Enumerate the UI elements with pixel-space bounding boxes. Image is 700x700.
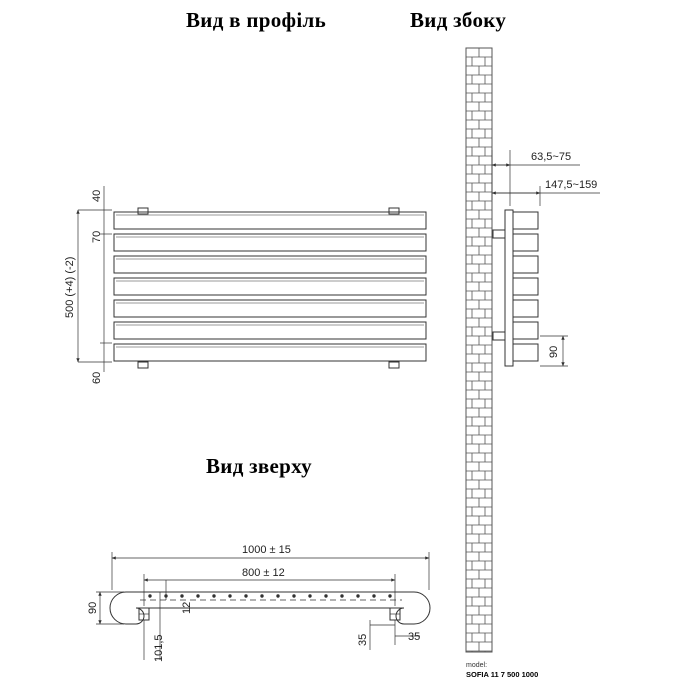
dim-pipe-spacing-b: 35 <box>408 631 421 643</box>
tube-cross-section <box>513 322 538 339</box>
brick-wall <box>466 48 492 652</box>
title-profile-view: Вид в профіль <box>186 8 326 32</box>
dim-total-height: 500 (+4) (-2) <box>64 256 76 318</box>
tube-end-dot <box>293 595 295 597</box>
tube-end-dot <box>197 595 199 597</box>
dim-pipe-spacing-a: 35 <box>357 633 369 646</box>
tube-end-dot <box>245 595 247 597</box>
dim-offset: 101,5 <box>153 634 165 662</box>
radiator-tube <box>114 344 426 361</box>
tube-cross-section <box>513 278 538 295</box>
model-name: SOFIA 11 7 500 1000 <box>466 670 539 679</box>
wall-bracket-top <box>493 230 505 238</box>
dim-center-distance: 800 ± 12 <box>242 567 285 579</box>
radiator-tube <box>114 234 426 251</box>
dim-tube-height: 70 <box>91 230 103 243</box>
tube-cross-section <box>513 256 538 273</box>
title-side-view: Вид збоку <box>410 8 507 32</box>
model-label: model: <box>466 662 488 669</box>
radiator-tubes <box>114 212 426 361</box>
tube-end-dot <box>181 595 183 597</box>
tube-cross-section <box>513 300 538 317</box>
bracket-bottom-left <box>138 362 148 368</box>
tube-end-dot <box>261 595 263 597</box>
side-view <box>466 48 600 652</box>
bracket-top-right <box>389 208 399 214</box>
tube-end-dot <box>309 595 311 597</box>
tube-cross-section <box>513 234 538 251</box>
bracket-bottom-right <box>389 362 399 368</box>
radiator-tube <box>114 256 426 273</box>
radiator-tube <box>114 322 426 339</box>
tube-end-dot <box>229 595 231 597</box>
tube-end-dot <box>149 595 151 597</box>
tube-end-dot <box>389 595 391 597</box>
dim-wall-distance: 63,5~75 <box>531 151 572 163</box>
profile-dimensions <box>64 190 103 384</box>
dim-gap: 12 <box>181 601 193 614</box>
radiator-tube <box>114 212 426 229</box>
tube-end-dot <box>213 595 215 597</box>
tube-end-dot <box>277 595 279 597</box>
bracket-top-left <box>138 208 148 214</box>
wall-bracket-bottom <box>493 332 505 340</box>
profile-view <box>78 186 426 372</box>
tube-end-dot <box>341 595 343 597</box>
tube-cross-section <box>513 344 538 361</box>
title-top-view: Вид зверху <box>206 454 312 478</box>
tube-end-dot <box>165 595 167 597</box>
dim-depth-range: 147,5~159 <box>545 179 598 191</box>
radiator-tube <box>114 300 426 317</box>
tube-end-dot <box>325 595 327 597</box>
dim-top-depth: 90 <box>87 601 99 614</box>
tube-end-dot <box>357 595 359 597</box>
tube-cross-section <box>513 212 538 229</box>
radiator-tube <box>114 278 426 295</box>
dim-side-bottom: 90 <box>548 345 560 358</box>
dim-overall-length: 1000 ± 15 <box>242 544 291 556</box>
dim-top-gap: 40 <box>91 189 103 202</box>
tube-end-dot <box>373 595 375 597</box>
radiator-top-outline <box>110 592 430 624</box>
dim-bottom-offset: 60 <box>91 371 103 384</box>
